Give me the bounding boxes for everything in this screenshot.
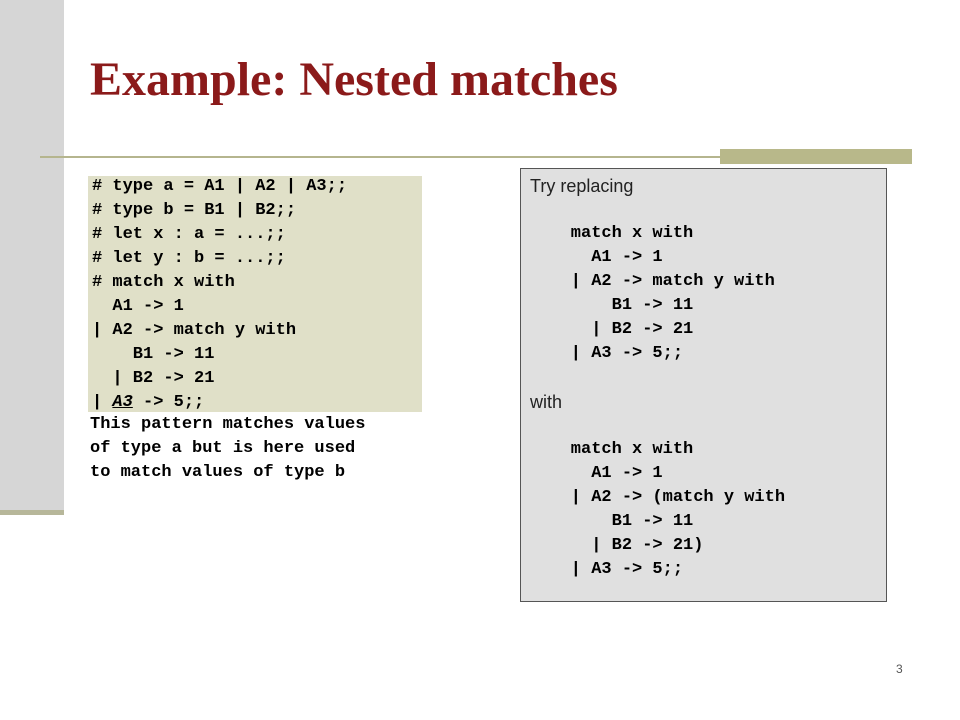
- left-bar-shadow: [0, 510, 64, 515]
- code-line: # type a = A1 | A2 | A3;;: [92, 177, 348, 196]
- code-line-suffix: -> 5;;: [132, 393, 205, 412]
- code-line: | A2 -> match y with: [92, 321, 297, 340]
- error-line: of type a but is here used: [90, 439, 356, 458]
- code-line: | B2 -> 21: [92, 369, 215, 388]
- code-line: | A2 -> (match y with: [530, 488, 786, 507]
- code-line: B1 -> 11: [530, 512, 694, 531]
- code-before-block: [530, 222, 775, 366]
- code-line: # type b = B1 | B2;;: [92, 201, 297, 220]
- code-line: | A3 -> 5;;: [530, 560, 684, 579]
- code-line: A1 -> 1: [530, 464, 663, 483]
- code-line: A1 -> 1: [92, 297, 184, 316]
- code-line: match x with: [530, 224, 694, 243]
- code-line: # let y : b = ...;;: [92, 249, 286, 268]
- suggestion-connector: with: [530, 392, 563, 412]
- code-line: B1 -> 11: [92, 345, 215, 364]
- code-line: | A3 -> 5;;: [530, 344, 684, 363]
- error-highlight: A3: [112, 393, 133, 412]
- code-line: B1 -> 11: [530, 296, 694, 315]
- code-line: # match x with: [92, 273, 235, 292]
- suggestion-intro: Try replacing: [530, 176, 634, 196]
- code-line: | B2 -> 21: [530, 320, 694, 339]
- slide-title: Example: Nested matches: [90, 53, 618, 106]
- code-line-prefix: |: [92, 393, 113, 412]
- error-line: This pattern matches values: [90, 415, 366, 434]
- title-divider-accent: [720, 149, 912, 164]
- error-line: to match values of type b: [90, 463, 346, 482]
- left-decorative-bar: [0, 0, 64, 515]
- code-line: match x with: [530, 440, 694, 459]
- code-line: A1 -> 1: [530, 248, 663, 267]
- code-line: | A2 -> match y with: [530, 272, 775, 291]
- code-after-block: [530, 438, 785, 582]
- toplevel-code-block: [92, 175, 347, 415]
- error-message: [90, 413, 365, 485]
- code-line: # let x : a = ...;;: [92, 225, 286, 244]
- code-line-error: [92, 391, 347, 415]
- page-number: 3: [896, 662, 903, 676]
- code-line: | B2 -> 21): [530, 536, 704, 555]
